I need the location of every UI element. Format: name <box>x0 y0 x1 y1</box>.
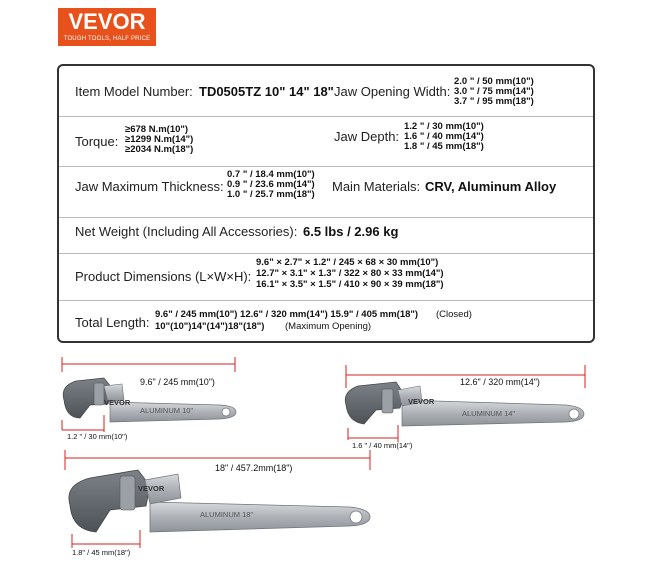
torque-value-3: ≥2034 N.m(18") <box>125 144 194 155</box>
length-line1-note: (Closed) <box>436 309 472 320</box>
w10-length-label: 9.6" / 245 mm(10") <box>140 377 215 387</box>
length-line2-note: (Maximum Opening) <box>285 321 372 332</box>
w18-depth-label: 1.8" / 45 mm(18") <box>72 548 131 557</box>
dimensions-value-2: 12.7" × 3.1" × 1.3" / 322 × 80 × 33 mm(14") <box>256 268 444 279</box>
w18-length-label: 18" / 457.2mm(18") <box>215 463 293 473</box>
dimensions-value-1: 9.6" × 2.7" × 1.2" / 245 × 68 × 30 mm(10") <box>256 257 439 268</box>
w14-depth-label: 1.6 " / 40 mm(14") <box>352 441 413 450</box>
w14-length-label: 12.6" / 320 mm(14") <box>460 377 540 387</box>
thickness-label: Jaw Maximum Thickness: <box>75 179 224 194</box>
jaw-width-value-1: 2.0 " / 50 mm(10") <box>454 76 534 87</box>
torque-label: Torque: <box>75 134 119 149</box>
thickness-value-1: 0.7 " / 18.4 mm(10") <box>227 169 315 180</box>
brand-tagline: TOUGH TOOLS, HALF PRICE <box>63 36 151 42</box>
w18-mark: VEVOR <box>138 484 165 493</box>
jaw-width-value-3: 3.7 " / 95 mm(18") <box>454 96 534 107</box>
length-line1: 9.6" / 245 mm(10") 12.6" / 320 mm(14") 15.9" / 405 mm(18") <box>155 309 419 320</box>
w10-mark: VEVOR <box>104 398 131 407</box>
weight-value: 6.5 lbs / 2.96 kg <box>303 224 399 239</box>
w10-depth-label: 1.2 " / 30 mm(10") <box>67 432 128 441</box>
torque-value-1: ≥678 N.m(10") <box>125 124 189 135</box>
materials-label: Main Materials: <box>332 179 421 194</box>
w14-mark: VEVOR <box>408 397 435 406</box>
length-line2: 10"(10")14"(14")18"(18") <box>155 321 265 332</box>
w14-engraving: ALUMINUM 14" <box>462 409 516 418</box>
jaw-depth-value-2: 1.6 " / 40 mm(14") <box>404 131 484 142</box>
torque-value-2: ≥1299 N.m(14") <box>125 134 194 145</box>
w10-engraving: ALUMINUM 10" <box>140 406 194 415</box>
jaw-width-label: Jaw Opening Width: <box>334 84 451 99</box>
brand-name: VEVOR <box>68 9 146 34</box>
materials-value: CRV, Aluminum Alloy <box>425 179 557 194</box>
length-label: Total Length: <box>75 315 150 330</box>
jaw-depth-label: Jaw Depth: <box>334 129 400 144</box>
weight-label: Net Weight (Including All Accessories): <box>75 224 298 239</box>
thickness-value-2: 0.9 " / 23.6 mm(14") <box>227 179 315 190</box>
dimensions-label: Product Dimensions (L×W×H): <box>75 269 252 284</box>
wrench-10 <box>62 357 236 432</box>
dimensions-value-3: 16.1" × 3.5" × 1.5" / 410 × 90 × 39 mm(18") <box>256 279 444 290</box>
w18-engraving: ALUMINUM 18" <box>200 510 254 519</box>
model-value: TD0505TZ 10" 14" 18" <box>199 84 334 99</box>
jaw-depth-value-1: 1.2 " / 30 mm(10") <box>404 121 484 132</box>
thickness-value-3: 1.0 " / 25.7 mm(18") <box>227 189 315 200</box>
jaw-width-value-2: 3.0 " / 75 mm(14") <box>454 86 534 97</box>
model-label: Item Model Number: <box>75 84 193 99</box>
jaw-depth-value-3: 1.8 " / 45 mm(18") <box>404 141 484 152</box>
